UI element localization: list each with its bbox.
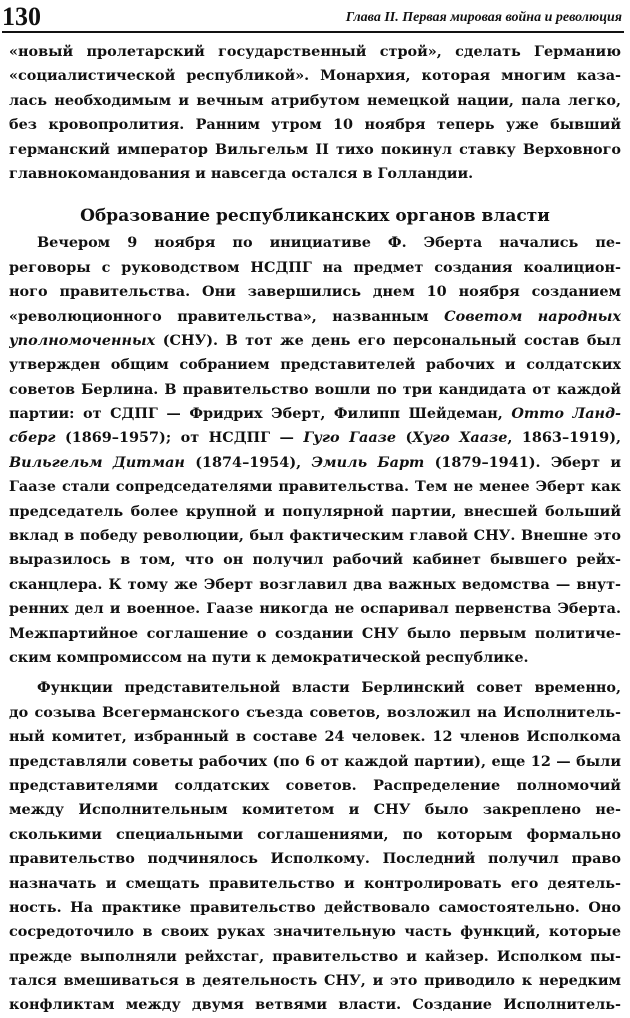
text-line: Гаазе стали сопредседателями правительства. Тем не менее Эберт как [9, 478, 621, 496]
text-run: «революционного правительства», названным [9, 307, 445, 325]
page-number: 130 [2, 2, 41, 31]
text-line [9, 305, 621, 329]
text-line: тался вмешиваться в деятельность СНУ, и это приводило к нередким [9, 972, 621, 990]
text-line: конфликтам между двумя ветвями власти. Создание Исполнитель- [9, 996, 621, 1014]
text-run: (СНУ). В тот же день его персональный состав был [155, 331, 621, 349]
person-name-italic: Хуго Хаазе [412, 429, 508, 447]
text-line: «новый пролетарский государственный строй», сделать Германию [9, 43, 621, 60]
text-line: реговоры с руководством НСДПГ на предмет создания коалицион- [9, 258, 621, 276]
text-line: сколькими специальными соглашениями, по которым формально [9, 825, 621, 843]
person-name-italic: Вильгельм Дитман [9, 453, 185, 471]
term-italic: уполномоченных [9, 331, 156, 349]
text-line: без кровопролития. Ранним утром 10 ноября теперь уже бывший [9, 116, 621, 134]
text-run: , 1863–1919), [507, 429, 621, 447]
text-line [9, 451, 621, 475]
text-run: партии: от СДПГ — Фридрих Эберт, Филипп Шейдеман, [9, 405, 512, 423]
text-line: между Исполнительным комитетом и СНУ было закреплено не- [9, 801, 621, 819]
text-line: Вечером 9 ноября по инициативе Ф. Эберта начались пе- [37, 234, 621, 252]
text-line: до созыва Всегерманского съезда советов, возложил на Исполнитель- [9, 703, 621, 721]
text-line [9, 329, 621, 353]
text-run: (1874–1954), [184, 453, 312, 471]
person-name-italic: Гуго Гаазе [303, 429, 396, 447]
running-title: Глава II. Первая мировая война и революция [345, 10, 622, 25]
text-line: сканцлера. К тому же Эберт возглавил два важных ведомства — внут- [9, 575, 621, 593]
text-line: выразилось в том, что он получил рабочий кабинет бывшего рейх- [9, 551, 621, 569]
text-line [9, 402, 621, 426]
text-line: «социалистической республикой». Монархия, которая многим каза- [9, 67, 621, 85]
person-name-italic: Эмиль Барт [311, 453, 425, 471]
text-line: прежде выполняли рейхстаг, правительство и кайзер. Исполком пы- [9, 947, 621, 965]
text-line: назначать и смещать правительство и контролировать его деятель- [9, 874, 621, 892]
text-run: ( [396, 429, 413, 447]
text-line: представляли советы рабочих (по 6 от каждой партии), еще 12 — были [9, 752, 621, 770]
text-line: главнокомандования и навсегда остался в Голландии. [9, 164, 474, 182]
person-name-italic: Отто Ланд- [511, 405, 621, 423]
text-line: представителями солдатских советов. Распределение полномочий [9, 776, 621, 794]
text-line: Межпартийное соглашение о создании СНУ было первым политиче- [9, 624, 621, 642]
text-line: ность. На практике правительство действовало самостоятельно. Оно [9, 898, 621, 916]
body-text [9, 40, 621, 1018]
text-line: правительство подчинялось Исполкому. Последний получил право [9, 850, 621, 868]
term-italic: Советом народных [444, 307, 621, 325]
text-run: (1869–1957); от НСДПГ — [55, 429, 304, 447]
text-line: ским компромиссом на пути к демократической республике. [9, 648, 529, 666]
text-line: ного правительства. Они завершились днем 10 ноября созданием [9, 283, 621, 301]
person-name-italic: сберг [9, 429, 56, 447]
text-line: Функции представительной власти Берлинский совет временно, [37, 679, 621, 697]
text-line: ренних дел и военное. Гаазе никогда не оспаривал первенства Эберта. [9, 600, 621, 618]
text-run: (1879–1941). Эберт и [424, 453, 621, 471]
section-heading: Образование республиканских органов власти [80, 206, 550, 227]
text-line [9, 426, 621, 450]
text-line: сосредоточило в своих руках значительную часть функций, которые [9, 923, 621, 941]
text-line: советов Берлина. В правительство вошли по три кандидата от каждой [9, 380, 621, 398]
text-line: председатель более крупной и популярной партии, внесшей больший [9, 502, 621, 520]
text-line: ный комитет, избранный в составе 24 человек. 12 членов Исполкома [9, 728, 621, 746]
text-line: утвержден общим собранием представителей рабочих и солдатских [9, 356, 621, 374]
text-line: лась необходимым и вечным атрибутом немецкой нации, пала легко, [9, 91, 621, 109]
header-rule [2, 31, 624, 33]
page-header [2, 4, 624, 36]
text-line: вклад в победу революции, был фактическим главой СНУ. Внешне это [9, 527, 621, 545]
text-line: германский император Вильгельм II тихо покинул ставку Верховного [9, 140, 621, 158]
